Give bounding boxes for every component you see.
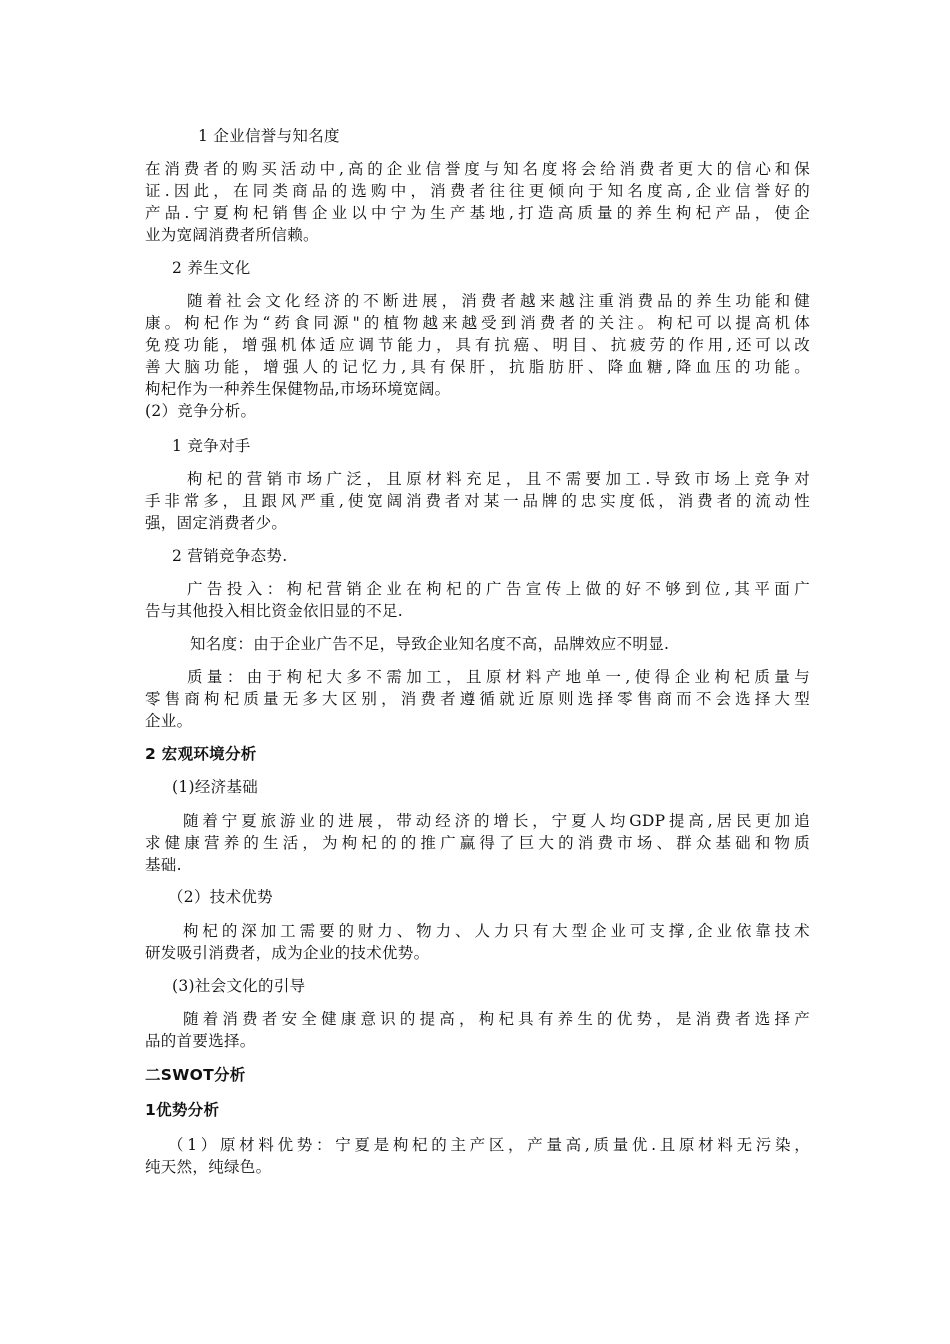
- paragraph-line: 研发吸引消费者，成为企业的技术优势。: [145, 944, 430, 962]
- paragraph-line: 随着社会文化经济的不断进展，消费者越来越注重消费品的养生功能和健: [187, 292, 810, 310]
- paragraph-line: 业为宽阔消费者所信赖。: [145, 226, 319, 244]
- heading-swot-analysis: 二SWOT分析: [145, 1066, 246, 1084]
- paragraph-line: 品的首要选择。: [145, 1032, 256, 1050]
- heading-advantage-analysis: 1优势分析: [145, 1101, 220, 1119]
- paragraph-line: 手非常多，且跟风严重,使宽阔消费者对某一品牌的忠实度低，消费者的流动性: [145, 492, 810, 510]
- heading-macro-environment: 2 宏观环境分析: [145, 745, 257, 763]
- paragraph-line: 枸杞作为一种养生保健物品,市场环境宽阔。: [145, 380, 451, 398]
- paragraph-line: 知名度：由于企业广告不足，导致企业知名度不高，品牌效应不明显.: [190, 635, 670, 653]
- heading-economic-basis: (1)经济基础: [172, 778, 259, 796]
- paragraph-line: 企业。: [145, 712, 193, 730]
- paragraph-line: 免疫功能，增强机体适应调节能力，具有抗癌、明目、抗疲劳的作用,还可以改: [145, 336, 810, 354]
- paragraph-line: 求健康营养的生活，为枸杞的的推广赢得了巨大的消费市场、群众基础和物质: [145, 834, 810, 852]
- paragraph-line: 强，固定消费者少。: [145, 514, 288, 532]
- paragraph-line: 随着消费者安全健康意识的提高，枸杞具有养生的优势，是消费者选择产: [183, 1010, 810, 1028]
- paragraph-line: 枸杞的深加工需要的财力、物力、人力只有大型企业可支撑,企业依靠技术: [183, 922, 810, 940]
- heading-competitors: 1 竞争对手: [172, 437, 251, 455]
- heading-health-culture: 2 养生文化: [172, 259, 251, 277]
- heading-social-culture: (3)社会文化的引导: [172, 977, 306, 995]
- paragraph-line: 产品.宁夏枸杞销售企业以中宁为生产基地,打造高质量的养生枸杞产品，使企: [145, 204, 810, 222]
- heading-competitive-situation: 2 营销竞争态势.: [172, 547, 288, 565]
- paragraph-line: 善大脑功能，增强人的记忆力,具有保肝，抗脂肪肝、降血糖,降血压的功能。: [145, 358, 810, 376]
- heading-technical-advantage: （2）技术优势: [168, 888, 273, 906]
- paragraph-line: 随着宁夏旅游业的进展，带动经济的增长，宁夏人均GDP提高,居民更加追: [183, 812, 810, 830]
- paragraph-line: 康。枸杞作为“药食同源"的植物越来越受到消费者的关注。枸杞可以提高机体: [145, 314, 810, 332]
- heading-enterprise-reputation: 1 企业信誉与知名度: [198, 127, 340, 145]
- paragraph-line: （1）原材料优势：宁夏是枸杞的主产区，产量高,质量优.且原材料无污染，: [168, 1136, 810, 1154]
- paragraph-line: 枸杞的营销市场广泛，且原材料充足，且不需要加工.导致市场上竞争对: [187, 470, 810, 488]
- paragraph-line: 在消费者的购买活动中,高的企业信誉度与知名度将会给消费者更大的信心和保: [145, 160, 810, 178]
- heading-competition-analysis: (2）竞争分析。: [145, 402, 257, 420]
- paragraph-line: 质量：由于枸杞大多不需加工，且原材料产地单一,使得企业枸杞质量与: [187, 668, 810, 686]
- paragraph-line: 零售商枸杞质量无多大区别，消费者遵循就近原则选择零售商而不会选择大型: [145, 690, 810, 708]
- paragraph-line: 基础.: [145, 856, 182, 874]
- paragraph-line: 广告投入：枸杞营销企业在枸杞的广告宣传上做的好不够到位,其平面广: [187, 580, 810, 598]
- paragraph-line: 告与其他投入相比资金依旧显的不足.: [145, 602, 404, 620]
- paragraph-line: 纯天然，纯绿色。: [145, 1158, 272, 1176]
- paragraph-line: 证.因此，在同类商品的选购中，消费者往往更倾向于知名度高,企业信誉好的: [145, 182, 810, 200]
